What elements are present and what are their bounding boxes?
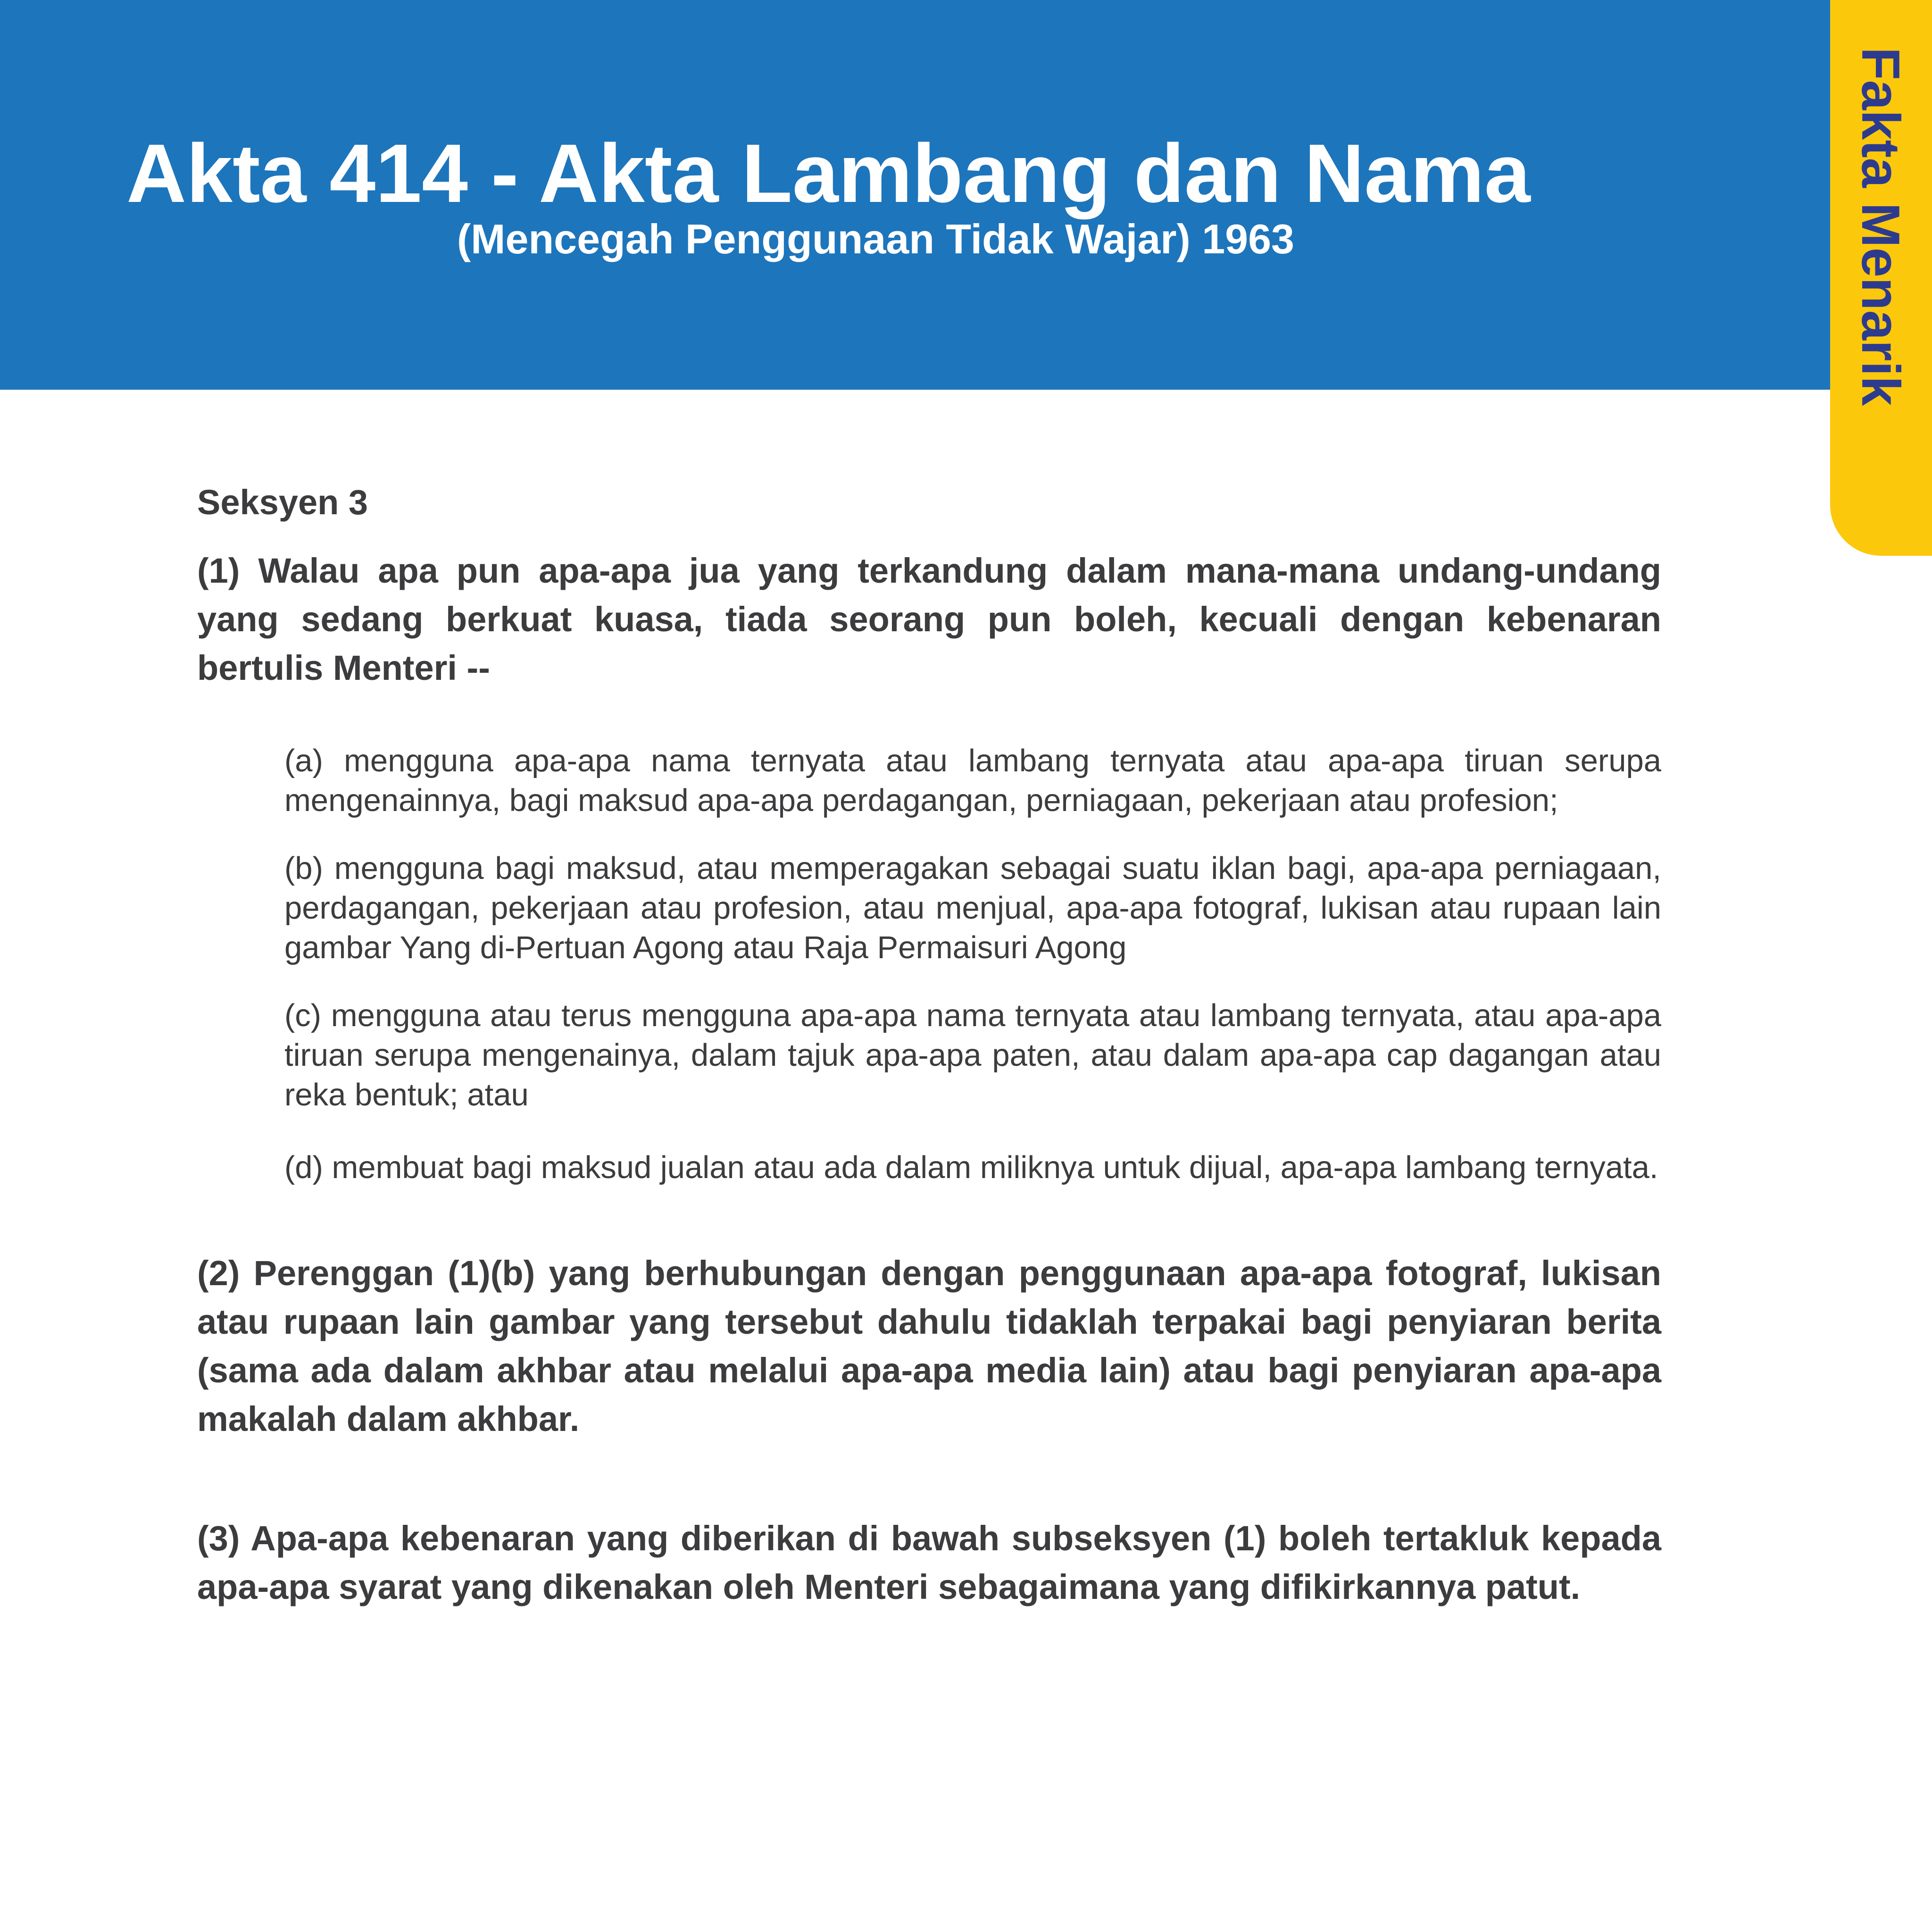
paragraph-list <box>284 741 1661 1188</box>
page-subtitle: (Mencegah Penggunaan Tidak Wajar) 1963 <box>457 216 1294 262</box>
side-tab <box>1830 0 1932 556</box>
list-item-b: (b) mengguna bagi maksud, atau memperagakan sebagai suatu iklan bagi, apa-apa perniagaan, perdagangan, pekerjaan atau profesion, atau menjual, apa-apa fotograf, lukisan atau rupaan lain gambar Yang di-Pertuan Agong atau Raja Permaisuri Agong <box>284 851 1661 965</box>
section-heading: Seksyen 3 <box>197 483 368 522</box>
subsection-2: (2) Perenggan (1)(b) yang berhubungan dengan penggunaan apa-apa fotograf, lukisan atau rupaan lain gambar yang tersebut dahulu tidaklah terpakai bagi penyiaran berita (sama ada dalam akhbar atau melalui apa-apa media lain) atau bagi penyiaran apa-apa makalah dalam akhbar. <box>197 1254 1661 1439</box>
header-banner <box>0 0 1830 390</box>
list-item-c: (c) mengguna atau terus mengguna apa-apa nama ternyata atau lambang ternyata, atau apa-apa tiruan serupa mengenainya, dalam tajuk apa-apa paten, atau dalam apa-apa cap dagangan atau reka bentuk; atau <box>284 998 1661 1112</box>
page-title: Akta 414 - Akta Lambang dan Nama <box>126 127 1531 220</box>
subsection-1: (1) Walau apa pun apa-apa jua yang terkandung dalam mana-mana undang-undang yang sedang berkuat kuasa, tiada seorang pun boleh, kecuali dengan kebenaran bertulis Menteri -- <box>197 551 1661 687</box>
list-item-d: (d) membuat bagi maksud jualan atau ada dalam miliknya untuk dijual, apa-apa lambang ternyata. <box>284 1150 1658 1185</box>
document-body <box>197 477 1661 1611</box>
list-item-a: (a) mengguna apa-apa nama ternyata atau lambang ternyata atau apa-apa tiruan serupa mengenainnya, bagi maksud apa-apa perdagangan, perniagaan, pekerjaan atau profesion; <box>284 743 1661 818</box>
side-tab-label: Fakta Menarik <box>1850 47 1910 406</box>
subsection-3: (3) Apa-apa kebenaran yang diberikan di bawah subseksyen (1) boleh tertakluk kepada apa-apa syarat yang dikenakan oleh Menteri sebagaimana yang difikirkannya patut. <box>197 1519 1661 1606</box>
